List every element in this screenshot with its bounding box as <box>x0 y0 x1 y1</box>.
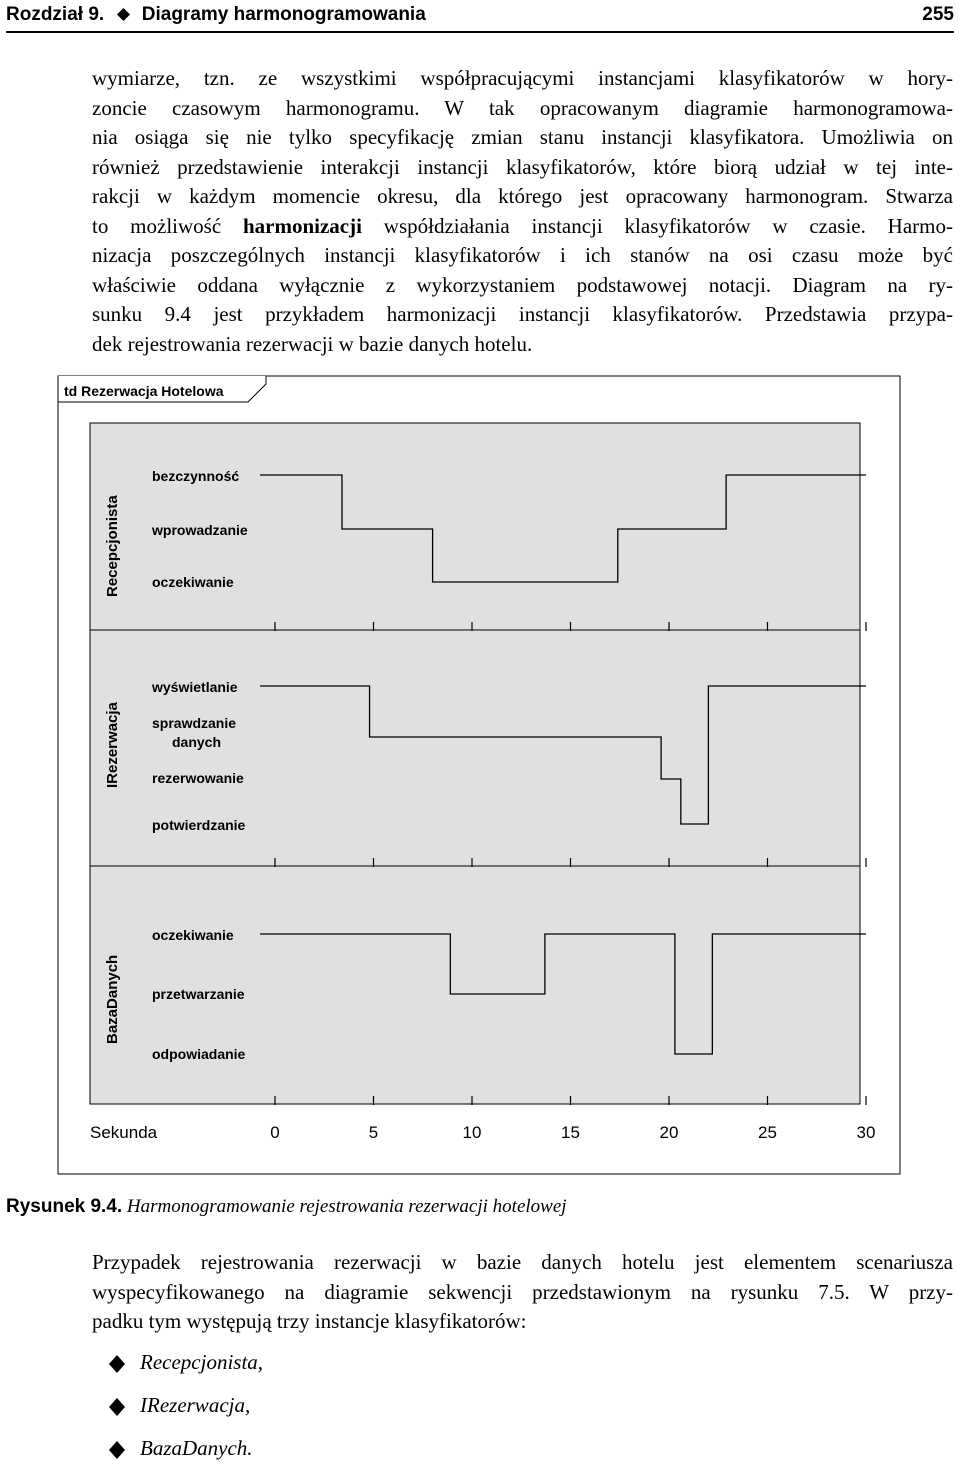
time-tick-label: 20 <box>659 1123 679 1142</box>
state-label: potwierdzanie <box>152 817 246 833</box>
figure-caption <box>6 1196 567 1218</box>
state-label: danych <box>172 734 222 750</box>
caption-text: Harmonogramowanie rejestrowania rezerwacji hotelowej <box>126 1196 567 1217</box>
second-paragraph <box>92 1248 953 1337</box>
time-tick-label: 25 <box>758 1123 777 1142</box>
state-label: przetwarzanie <box>152 986 245 1002</box>
bullet-text: BazaDanych. <box>140 1436 253 1460</box>
chapter-label: Rozdział 9. <box>6 4 105 25</box>
paragraph-line: zoncie czasowym harmonogramu. W tak opracowanym diagramie harmonogramowa- <box>92 95 953 120</box>
bold-term: harmonizacji <box>242 213 362 238</box>
state-label: oczekiwanie <box>152 574 234 590</box>
paragraph-line: sunku 9.4 jest przykładem harmonizacji instancji klasyfikatorów. Przedstawia przypa- <box>92 302 953 326</box>
state-label: odpowiadanie <box>152 1046 246 1062</box>
paragraph-line: wymiarze, tzn. ze wszystkimi współpracującymi instancjami klasyfikatorów w hory- <box>92 66 953 90</box>
diamond-bullet-icon <box>108 1397 126 1415</box>
lane-bazadanych <box>90 866 860 1104</box>
paragraph-line: wyspecyfikowanego na diagramie sekwencji przedstawionym na rysunku 7.5. W przy- <box>92 1279 953 1304</box>
paragraph-line: właściwie oddana wyłącznie z wykorzystaniem podstawowej notacji. Diagram na ry- <box>92 272 953 297</box>
state-label: sprawdzanie <box>152 715 237 731</box>
paragraph-line: rakcji w każdym momencie okresu, dla którego jest opracowany harmonogram. Stwarza <box>92 184 953 208</box>
bullet-text: IRezerwacja, <box>140 1393 251 1417</box>
state-label: oczekiwanie <box>152 927 234 943</box>
state-label: bezczynność <box>152 468 240 484</box>
chapter-title: Diagramy harmonogramowania <box>141 4 426 25</box>
diamond-bullet-icon <box>108 1440 126 1458</box>
lane-name-irezerwacja: IRezerwacja <box>104 702 121 788</box>
paragraph-line: to możliwość harmonizacji współdziałania instancji klasyfikatorów w czasie. Harmo- <box>92 213 953 238</box>
state-label: rezerwowanie <box>152 770 244 786</box>
paragraph-line: Przypadek rejestrowania rezerwacji w bazie danych hotelu jest elementem scenariusza <box>92 1250 953 1274</box>
paragraph-line: również przedstawienie interakcji instancji klasyfikatorów, które biorą udział w tej inte- <box>92 154 953 179</box>
bullet-text: Recepcjonista, <box>140 1350 264 1374</box>
diamond-bullet-icon <box>108 1354 126 1372</box>
time-tick-label: 30 <box>856 1123 876 1142</box>
paragraph-line: dek rejestrowania rezerwacji w bazie danych hotelu. <box>92 331 533 356</box>
time-tick-label: 15 <box>561 1123 580 1142</box>
lane-name-bazadanych: BazaDanych <box>104 954 121 1044</box>
frame-label: td Rezerwacja Hotelowa <box>64 383 224 399</box>
time-tick-label: 0 <box>270 1123 280 1142</box>
paragraph-line: padku tym występują trzy instancje klasyfikatorów: <box>92 1309 527 1333</box>
time-tick-label: 10 <box>462 1123 482 1142</box>
time-axis-label: Sekunda <box>90 1123 158 1142</box>
state-label: wyświetlanie <box>152 679 238 695</box>
page-number: 255 <box>922 4 954 25</box>
lane-name-recepcjonista: Recepcjonista <box>104 495 121 597</box>
paragraph-line: nia osiąga się nie tylko specyfikację zmian stanu instancji klasyfikatora. Umożliwia on <box>92 125 953 149</box>
state-label: wprowadzanie <box>152 522 248 538</box>
caption-number: Rysunek 9.4. <box>6 1196 123 1217</box>
time-tick-label: 5 <box>368 1123 379 1142</box>
paragraph-line: nizacja poszczególnych instancji klasyfikatorów i ich stanów na osi czasu może być <box>92 243 953 267</box>
